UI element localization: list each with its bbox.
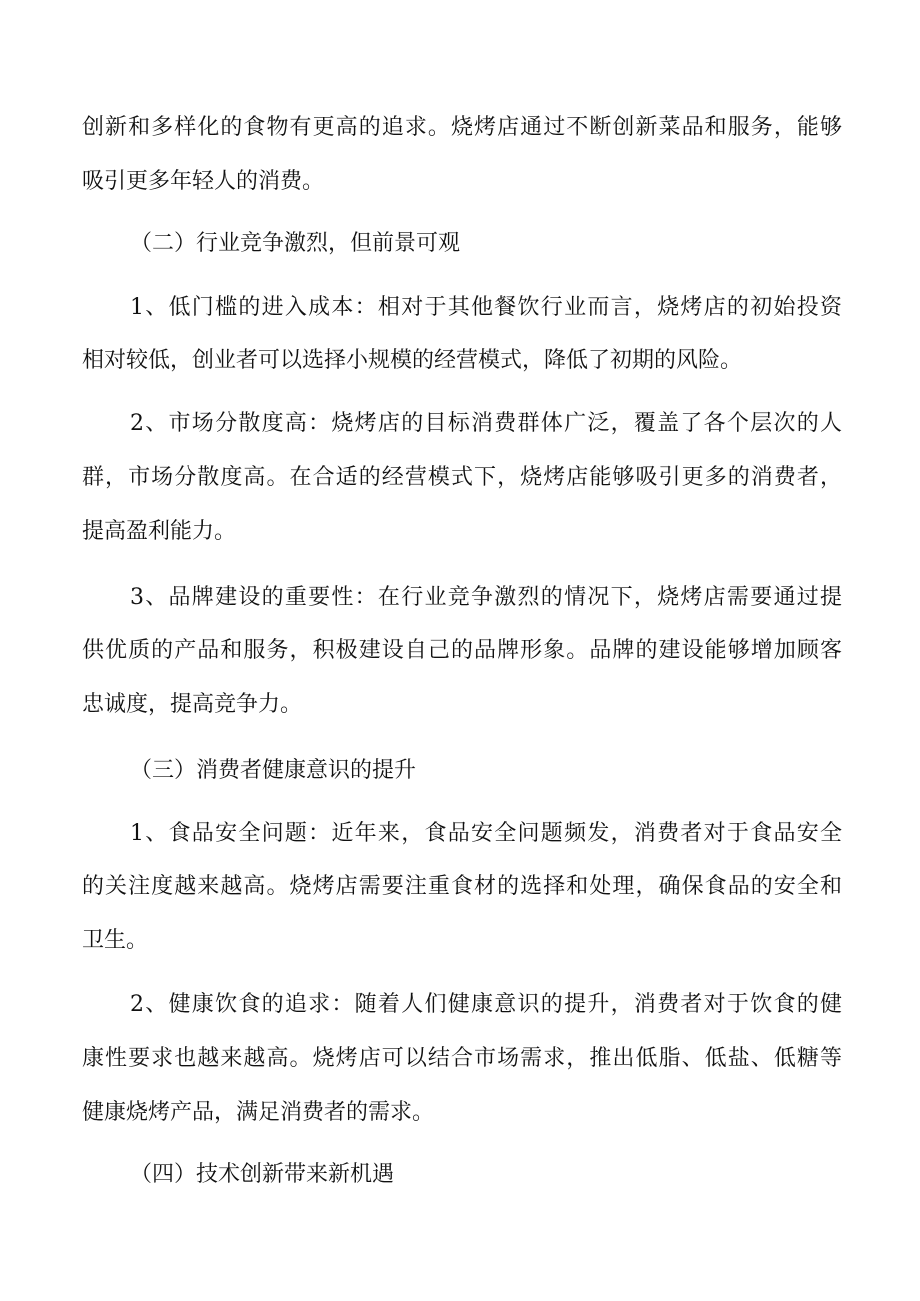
paragraph-line: 2、市场分散度高：烧烤店的目标消费群体广泛，覆盖了各个层次的人 — [130, 411, 842, 436]
paragraph-line: 供优质的产品和服务，积极建设自己的品牌形象。品牌的建设能够增加顾客 — [82, 638, 842, 663]
paragraph-line: 健康烧烤产品，满足消费者的需求。 — [82, 1100, 435, 1125]
paragraph-line: 1、食品安全问题：近年来，食品安全问题频发，消费者对于食品安全 — [130, 821, 842, 846]
paragraph-line: 提高盈利能力。 — [82, 519, 237, 544]
section-heading: （二）行业竞争激烈，但前景可观 — [130, 231, 461, 256]
paragraph-line: 3、品牌建设的重要性：在行业竞争激烈的情况下，烧烤店需要通过提 — [130, 585, 842, 610]
section-heading: （四）技术创新带来新机遇 — [130, 1162, 395, 1187]
paragraph-line: 的关注度越来越高。烧烤店需要注重食材的选择和处理，确保食品的安全和 — [82, 874, 842, 899]
paragraph-line: 2、健康饮食的追求：随着人们健康意识的提升，消费者对于饮食的健 — [130, 992, 842, 1017]
paragraph-line: 卫生。 — [82, 928, 149, 953]
paragraph-line: 吸引更多年轻人的消费。 — [82, 169, 325, 194]
paragraph-line: 康性要求也越来越高。烧烤店可以结合市场需求，推出低脂、低盐、低糖等 — [82, 1046, 842, 1071]
paragraph-line: 群，市场分散度高。在合适的经营模式下，烧烤店能够吸引更多的消费者， — [82, 465, 842, 490]
section-heading: （三）消费者健康意识的提升 — [130, 758, 417, 783]
paragraph-line: 忠诚度，提高竞争力。 — [82, 692, 303, 717]
paragraph-line: 相对较低，创业者可以选择小规模的经营模式，降低了初期的风险。 — [82, 348, 743, 373]
paragraph-line: 创新和多样化的食物有更高的追求。烧烤店通过不断创新菜品和服务，能够 — [82, 115, 842, 140]
paragraph-line: 1、低门槛的进入成本：相对于其他餐饮行业而言，烧烤店的初始投资 — [130, 295, 842, 320]
